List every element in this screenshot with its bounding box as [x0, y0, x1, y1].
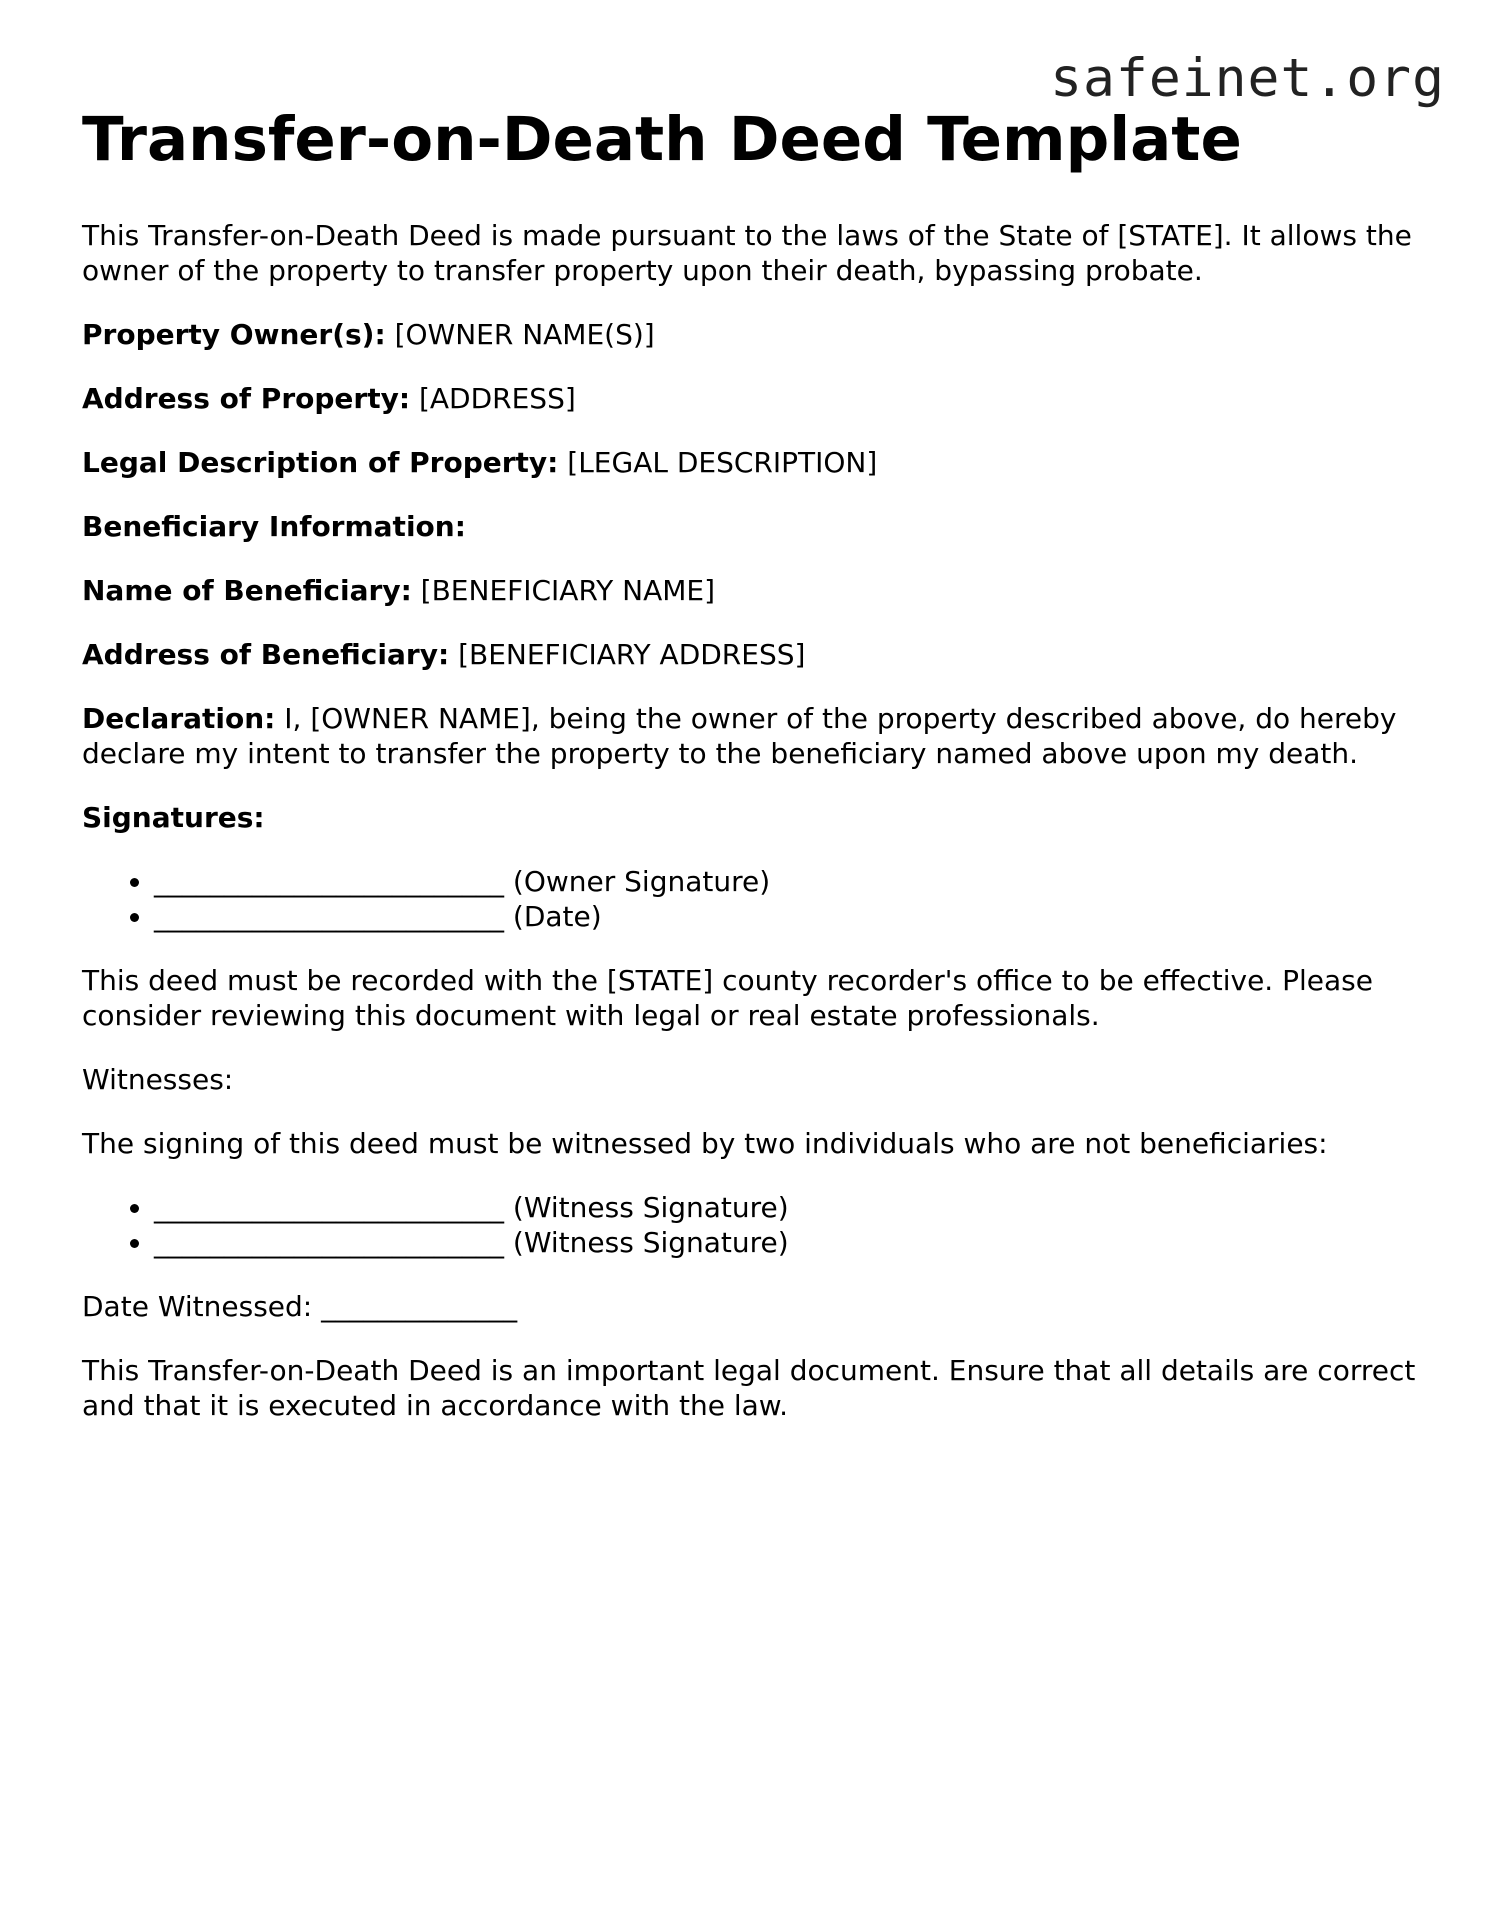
address-value: [ADDRESS]: [418, 382, 576, 415]
legal-description-value: [LEGAL DESCRIPTION]: [567, 446, 878, 479]
recording-note: This deed must be recorded with the [STATE] county recorder's office to be effective. Please consider reviewing this document with legal or real estate professionals.: [82, 964, 1373, 1032]
date-witnessed-line: Date Witnessed: ______________: [82, 1290, 518, 1323]
beneficiary-address-field: [82, 637, 1422, 672]
address-field: [82, 381, 1422, 416]
owner-signature-line: • _________________________ (Owner Signature): [154, 864, 1422, 899]
witness-signature-list: [82, 1190, 1422, 1260]
beneficiary-info-heading: [82, 509, 1422, 544]
beneficiary-address-value: [BENEFICIARY ADDRESS]: [458, 638, 806, 671]
address-label: Address of Property:: [82, 382, 411, 415]
witness-signature-line: • _________________________ (Witness Signature): [154, 1190, 1422, 1225]
owner-field: [82, 317, 1422, 352]
owner-label: Property Owner(s):: [82, 318, 386, 351]
declaration-value: I, [OWNER NAME], being the owner of the property described above, do hereby declare my intent to transfer the property to the beneficiary named above upon my death.: [82, 702, 1397, 770]
signatures-heading: [82, 800, 1422, 835]
legal-description-label: Legal Description of Property:: [82, 446, 559, 479]
declaration-field: [82, 701, 1422, 771]
beneficiary-name-label: Name of Beneficiary:: [82, 574, 412, 607]
watermark-text: safeinet.org: [1050, 48, 1445, 109]
document-body: [82, 100, 1422, 1452]
intro-paragraph: This Transfer-on-Death Deed is made pursuant to the laws of the State of [STATE]. It allows the owner of the property to transfer property upon their death, bypassing probate.: [82, 219, 1412, 287]
signatures-label: Signatures:: [82, 801, 265, 834]
signature-list: [82, 864, 1422, 934]
witness-signature-line: • _________________________ (Witness Signature): [154, 1225, 1422, 1260]
legal-description-field: [82, 445, 1422, 480]
beneficiary-info-label: Beneficiary Information:: [82, 510, 466, 543]
witnesses-instruction: The signing of this deed must be witnessed by two individuals who are not beneficiaries:: [82, 1127, 1328, 1160]
page-title: Transfer-on-Death Deed Template: [82, 104, 1242, 175]
witnesses-heading: Witnesses:: [82, 1063, 234, 1096]
closing-paragraph: This Transfer-on-Death Deed is an important legal document. Ensure that all details are correct and that it is executed in accordance with the law.: [82, 1354, 1416, 1422]
declaration-label: Declaration:: [82, 702, 276, 735]
date-line: • _________________________ (Date): [154, 899, 1422, 934]
beneficiary-name-field: [82, 573, 1422, 608]
beneficiary-address-label: Address of Beneficiary:: [82, 638, 450, 671]
beneficiary-name-value: [BENEFICIARY NAME]: [420, 574, 715, 607]
owner-value: [OWNER NAME(S)]: [394, 318, 655, 351]
